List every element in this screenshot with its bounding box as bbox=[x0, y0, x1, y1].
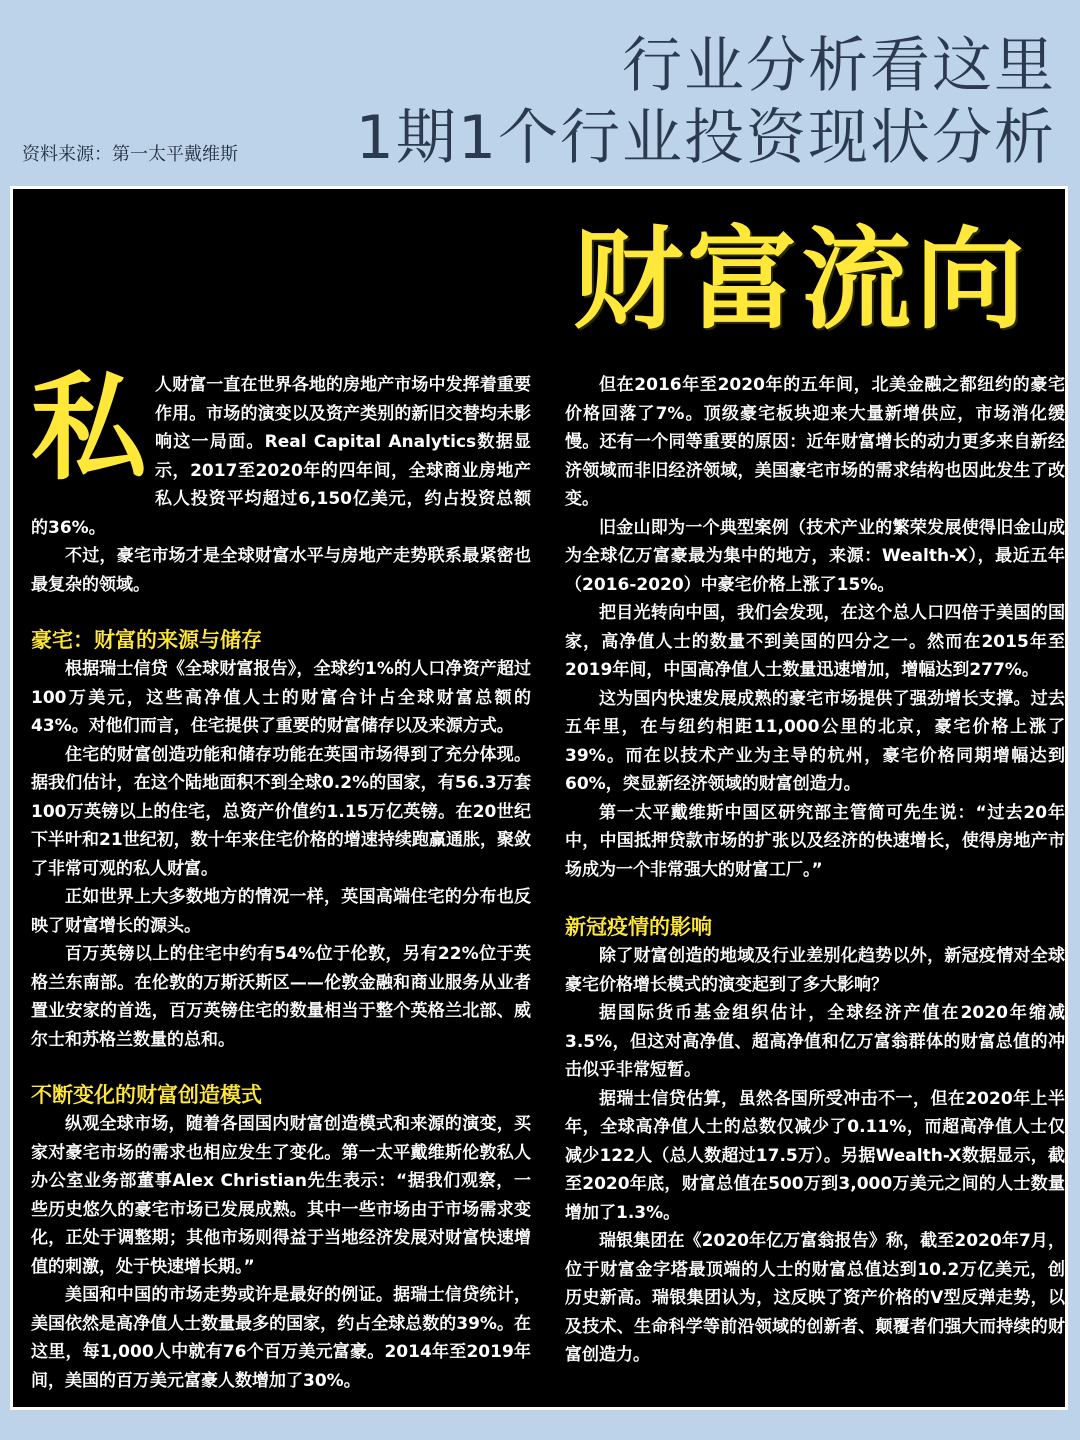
paragraph: 据瑞士信贷估算，虽然各国所受冲击不一，但在2020年上半年，全球高净值人士的总数仅减少了0.11%，而超高净值人士仅减少122人（总人数超过17.5万）。另据Wealth-X数据显示，截至2020年底，财富总值在500万到3,000万美元之间的人士数量增加了1.3%。 bbox=[565, 1088, 1065, 1223]
paragraph-text: 人财富一直在世界各地的房地产市场中发挥着重要作用。市场的演变以及资产类别的新旧交替均未影响这一局面。Real Capital Analytics数据显示，2017至2020年的四年间，全球商业房地产私人投资平均超过6,150亿美元，约占投资总额的36%。 bbox=[31, 375, 531, 538]
paragraph bbox=[31, 361, 531, 542]
headline-line-2: 1期1个行业投资现状分析 bbox=[355, 103, 1056, 173]
page-headline bbox=[356, 30, 1056, 174]
right-column bbox=[565, 371, 1065, 1370]
paragraph: 瑞银集团在《2020年亿万富翁报告》称，截至2020年7月，位于财富金字塔最顶端的人士的财富总值达到10.2万亿美元，创历史新高。瑞银集团认为，这反映了资产价格的V型反弹走势，以及技术、生命科学等前沿领域的创新者、颠覆者们强大而持续的财富创造力。 bbox=[565, 1231, 1065, 1365]
paragraph: 除了财富创造的地域及行业差别化趋势以外，新冠疫情对全球豪宅价格增长模式的演变起到了多大影响？ bbox=[565, 946, 1065, 995]
article-title: 财富流向 bbox=[573, 216, 1029, 344]
left-column bbox=[31, 361, 531, 1395]
paragraph: 这为国内快速发展成熟的豪宅市场提供了强劲增长支撑。过去五年里，在与纽约相距11,000公里的北京，豪宅价格上涨了39%。而在以技术产业为主导的杭州，豪宅价格同期增幅达到60%，突显新经济领域的财富创造力。 bbox=[565, 688, 1065, 794]
paragraph: 据国际货币基金组织估计，全球经济产值在2020年缩减3.5%，但这对高净值、超高净值和亿万富翁群体的财富总值的冲击似乎非常短暂。 bbox=[565, 1003, 1065, 1080]
paragraph: 正如世界上大多数地方的情况一样，英国高端住宅的分布也反映了财富增长的源头。 bbox=[31, 887, 531, 936]
paragraph: 根据瑞士信贷《全球财富报告》，全球约1%的人口净资产超过100万美元，这些高净值人士的财富合计占全球财富总额的43%。对他们而言，住宅提供了重要的财富储存以及来源方式。 bbox=[31, 659, 531, 736]
section-heading: 新冠疫情的影响 bbox=[565, 915, 712, 939]
section-heading: 不断变化的财富创造模式 bbox=[31, 1083, 262, 1107]
paragraph: 但在2016年至2020年的五年间，北美金融之都纽约的豪宅价格回落了7%。顶级豪宅板块迎来大量新增供应，市场消化缓慢。还有一个同等重要的原因：近年财富增长的动力更多来自新经济领域而非旧经济领域，美国豪宅市场的需求结构也因此发生了改变。 bbox=[565, 375, 1065, 509]
paragraph: 不过，豪宅市场才是全球财富水平与房地产走势联系最紧密也最复杂的领域。 bbox=[31, 546, 531, 595]
paragraph: 旧金山即为一个典型案例（技术产业的繁荣发展使得旧金山成为全球亿万富豪最为集中的地方，来源：Wealth-X），最近五年（2016-2020）中豪宅价格上涨了15%。 bbox=[565, 517, 1065, 595]
source-note: 资料来源：第一太平戴维斯 bbox=[22, 144, 238, 165]
headline-line-1: 行业分析看这里 bbox=[622, 31, 1056, 101]
section-heading: 豪宅：财富的来源与储存 bbox=[31, 628, 262, 652]
article-panel bbox=[10, 186, 1068, 1410]
dropcap: 私 bbox=[31, 361, 147, 496]
paragraph: 百万英镑以上的住宅中约有54%位于伦敦，另有22%位于英格兰东南部。在伦敦的万斯沃斯区——伦敦金融和商业服务从业者置业安家的首选，百万英镑住宅的数量相当于整个英格兰北部、威尔士和苏格兰数量的总和。 bbox=[31, 944, 531, 1050]
paragraph: 第一太平戴维斯中国区研究部主管简可先生说：“过去20年中，中国抵押贷款市场的扩张以及经济的快速增长，使得房地产市场成为一个非常强大的财富工厂。” bbox=[565, 802, 1065, 880]
paragraph: 住宅的财富创造功能和储存功能在英国市场得到了充分体现。据我们估计，在这个陆地面积不到全球0.2%的国家，有56.3万套100万英镑以上的住宅，总资产价值约1.15万亿英镑。在20世纪下半叶和21世纪初，数十年来住宅价格的增速持续跑赢通胀，聚敛了非常可观的私人财富。 bbox=[31, 744, 531, 879]
paragraph: 纵观全球市场，随着各国国内财富创造模式和来源的演变，买家对豪宅市场的需求也相应发生了变化。第一太平戴维斯伦敦私人办公室业务部董事Alex Christian先生表示：“据我们观察，一些历史悠久的豪宅市场已发展成熟。其中一些市场由于市场需求变化，正处于调整期；其他市场则得益于当地经济发展对财富快速增值的刺激，处于快速增长期。” bbox=[31, 1114, 531, 1277]
paragraph: 把目光转向中国，我们会发现，在这个总人口四倍于美国的国家，高净值人士的数量不到美国的四分之一。然而在2015年至2019年间，中国高净值人士数量迅速增加，增幅达到277%。 bbox=[565, 603, 1065, 680]
paragraph: 美国和中国的市场走势或许是最好的例证。据瑞士信贷统计，美国依然是高净值人士数量最多的国家，约占全球总数的39%。在这里，每1,000人中就有76个百万美元富豪。2014年至2019年间，美国的百万美元富豪人数增加了30%。 bbox=[31, 1285, 531, 1391]
